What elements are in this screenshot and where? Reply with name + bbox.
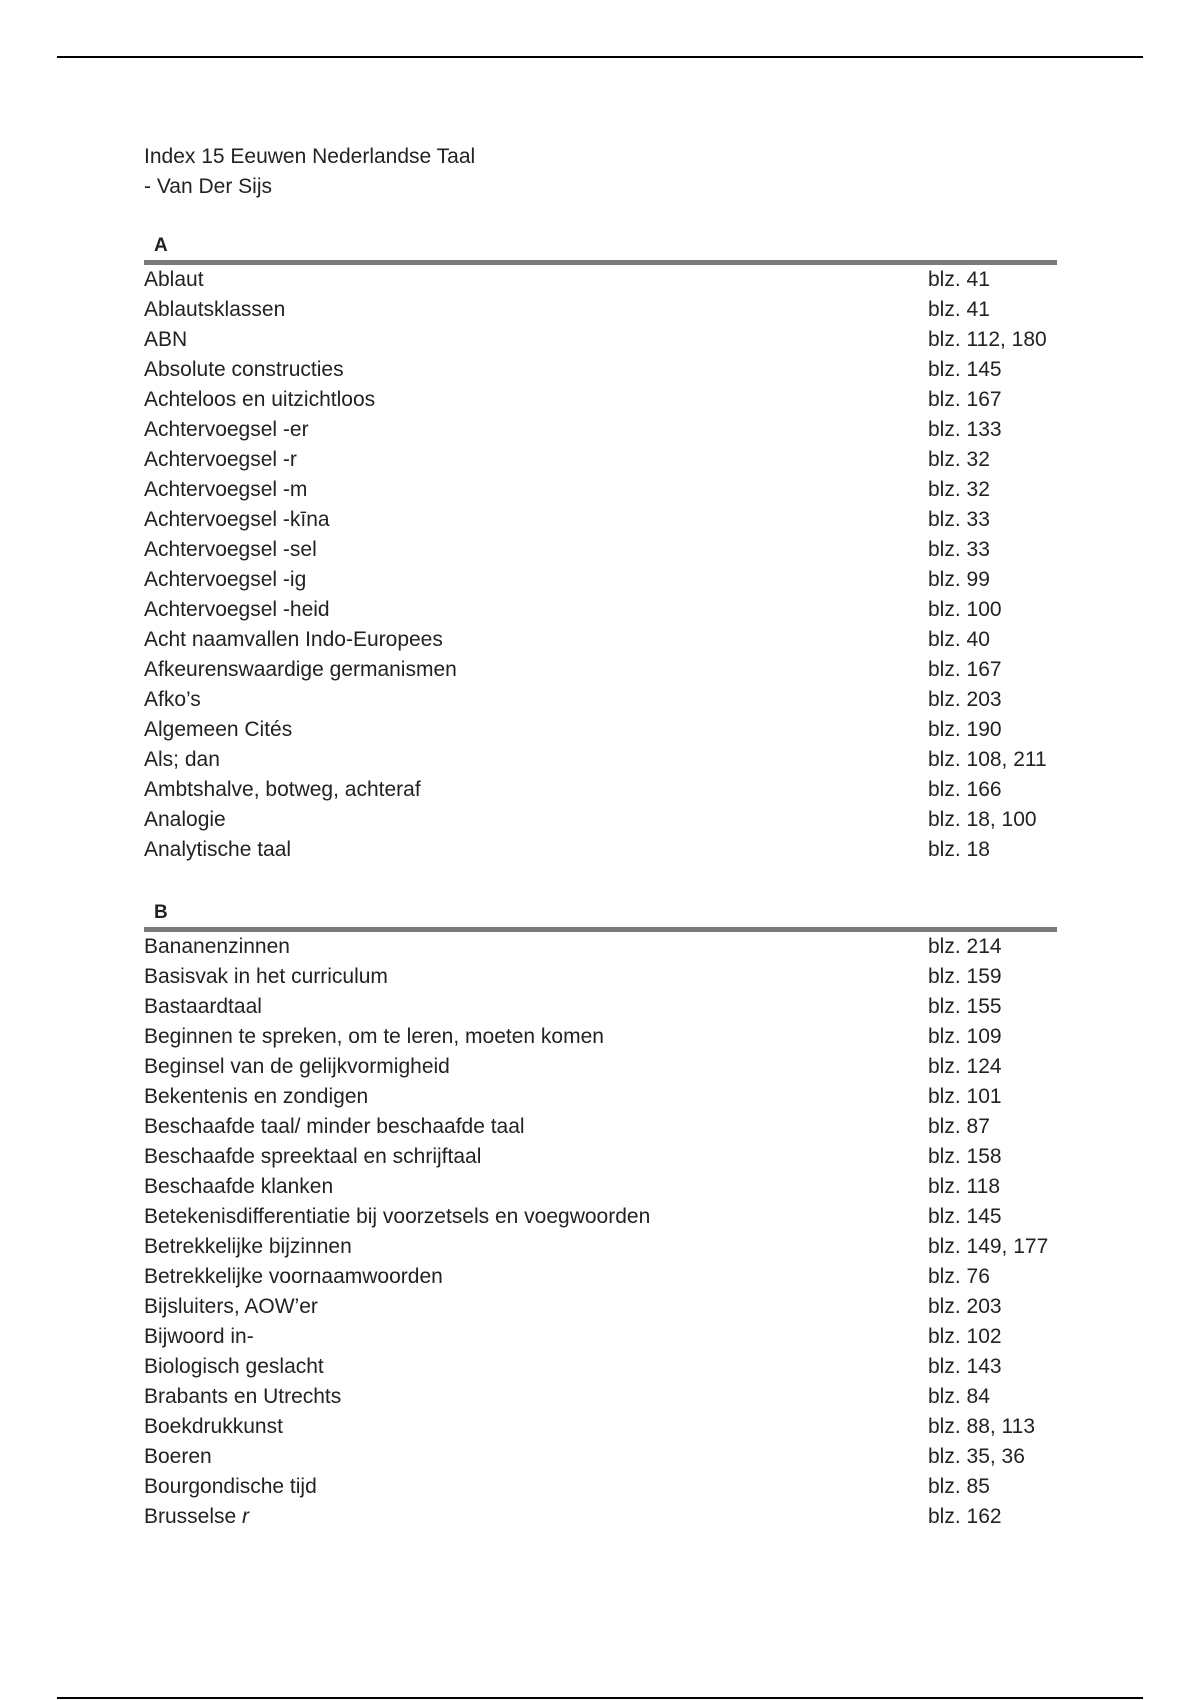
index-entry-term-text: Acht naamvallen Indo-Europees xyxy=(144,628,443,651)
index-entry xyxy=(144,715,1057,745)
index-entry-pages: blz. 203 xyxy=(928,688,1002,711)
index-entry-term-text: Bekentenis en zondigen xyxy=(144,1085,369,1108)
index-entry-term xyxy=(144,1322,928,1352)
index-entry-term xyxy=(144,265,928,295)
index-entry-pages: blz. 18 xyxy=(928,838,990,861)
index-entry-pages: blz. 100 xyxy=(928,598,1002,621)
index-entry-pages: blz. 108, 211 xyxy=(928,748,1047,771)
index-entry-term xyxy=(144,625,928,655)
index-entry xyxy=(144,415,1057,445)
index-entry-term xyxy=(144,992,928,1022)
index-entry-pages: blz. 84 xyxy=(928,1385,990,1408)
index-entry xyxy=(144,475,1057,505)
document-title-line1: Index 15 Eeuwen Nederlandse Taal xyxy=(144,145,476,168)
index-entry-term-text: Brusselse xyxy=(144,1505,237,1528)
index-entry xyxy=(144,625,1057,655)
index-entry xyxy=(144,565,1057,595)
index-entry-pages: blz. 143 xyxy=(928,1355,1002,1378)
index-entry-term-text: Absolute constructies xyxy=(144,358,344,381)
index-entry-term xyxy=(144,1142,928,1172)
index-entry-term-text: Basisvak in het curriculum xyxy=(144,965,388,988)
index-entry-term-text: Beschaafde taal/ minder beschaafde taal xyxy=(144,1115,525,1138)
index-entry xyxy=(144,535,1057,565)
index-entry-pages: blz. 87 xyxy=(928,1115,990,1138)
index-entry-pages: blz. 162 xyxy=(928,1505,1002,1528)
index-entry-term-text: Betrekkelijke bijzinnen xyxy=(144,1235,352,1258)
index-content xyxy=(144,142,1057,1532)
index-entry-pages: blz. 32 xyxy=(928,448,990,471)
index-entry-term xyxy=(144,1502,928,1532)
index-entry-pages: blz. 214 xyxy=(928,935,1002,958)
index-entry-term xyxy=(144,962,928,992)
index-entry xyxy=(144,685,1057,715)
index-entry xyxy=(144,745,1057,775)
index-entry xyxy=(144,1382,1057,1412)
index-entry-term xyxy=(144,535,928,565)
index-entry xyxy=(144,775,1057,805)
index-entry-term xyxy=(144,1022,928,1052)
index-entry-pages: blz. 124 xyxy=(928,1055,1002,1078)
index-entry-term-text: Ablautsklassen xyxy=(144,298,286,321)
index-entry-term xyxy=(144,715,928,745)
index-entry xyxy=(144,325,1057,355)
index-entry-term xyxy=(144,385,928,415)
index-entry-pages: blz. 18, 100 xyxy=(928,808,1037,831)
index-entry-pages: blz. 118 xyxy=(928,1175,1000,1198)
index-entry-term-text: Achtervoegsel -ig xyxy=(144,568,307,591)
index-entry-pages: blz. 158 xyxy=(928,1145,1002,1168)
index-entry-term-text: Als; dan xyxy=(144,748,220,771)
index-entry xyxy=(144,1142,1057,1172)
index-entry xyxy=(144,1262,1057,1292)
index-entry-term-text: Beschaafde spreektaal en schrijftaal xyxy=(144,1145,482,1168)
index-entry-term-text: Achtervoegsel -sel xyxy=(144,538,317,561)
index-entry-term-text: Achtervoegsel -er xyxy=(144,418,309,441)
index-entry-term xyxy=(144,1082,928,1112)
index-entry xyxy=(144,1052,1057,1082)
index-entry-term xyxy=(144,475,928,505)
index-entry-pages: blz. 149, 177 xyxy=(928,1235,1049,1258)
index-entry-term-text: Bourgondische tijd xyxy=(144,1475,317,1498)
index-entry-pages: blz. 32 xyxy=(928,478,990,501)
index-entry xyxy=(144,962,1057,992)
index-section-a xyxy=(144,232,1057,865)
index-entry-pages: blz. 41 xyxy=(928,268,990,291)
index-entry-pages: blz. 101 xyxy=(928,1085,1002,1108)
index-entry-term-text: Boeren xyxy=(144,1445,212,1468)
index-entry xyxy=(144,932,1057,962)
index-entry-term xyxy=(144,685,928,715)
index-entry-term-text: Betrekkelijke voornaamwoorden xyxy=(144,1265,443,1288)
index-entry xyxy=(144,385,1057,415)
index-entry xyxy=(144,445,1057,475)
index-entry-term-text: Bananenzinnen xyxy=(144,935,290,958)
index-entry-term-text: Analogie xyxy=(144,808,226,831)
index-entry xyxy=(144,1322,1057,1352)
index-entry-term xyxy=(144,1172,928,1202)
index-entry xyxy=(144,1292,1057,1322)
index-entry-term-text: Beginnen te spreken, om te leren, moeten komen xyxy=(144,1025,604,1048)
index-entry-term-text: Bastaardtaal xyxy=(144,995,262,1018)
index-entry-term xyxy=(144,1472,928,1502)
page-bottom-rule xyxy=(57,1697,1143,1699)
index-entry-pages: blz. 166 xyxy=(928,778,1002,801)
index-entry-term xyxy=(144,1112,928,1142)
index-entry-pages: blz. 203 xyxy=(928,1295,1002,1318)
index-entry-pages: blz. 155 xyxy=(928,995,1002,1018)
index-entry xyxy=(144,295,1057,325)
index-entry-pages: blz. 159 xyxy=(928,965,1002,988)
index-entry xyxy=(144,265,1057,295)
index-entry xyxy=(144,1022,1057,1052)
index-entry-term xyxy=(144,1382,928,1412)
index-entry-term-text: Afkeurenswaardige germanismen xyxy=(144,658,457,681)
index-entry-term-text: Algemeen Cités xyxy=(144,718,293,741)
index-entry-pages: blz. 40 xyxy=(928,628,990,651)
document-title xyxy=(144,142,1057,202)
index-entry-term-italic: r xyxy=(242,1505,250,1528)
index-entry-term xyxy=(144,1412,928,1442)
index-entry-term-text: Analytische taal xyxy=(144,838,292,861)
index-entry-term xyxy=(144,932,928,962)
index-entry-term-text: Achteloos en uitzichtloos xyxy=(144,388,376,411)
index-entry-term xyxy=(144,1202,928,1232)
index-entry-pages: blz. 190 xyxy=(928,718,1002,741)
index-entry-term-text: Bijwoord in- xyxy=(144,1325,254,1348)
index-entry-pages: blz. 88, 113 xyxy=(928,1415,1036,1438)
index-entry-pages: blz. 167 xyxy=(928,658,1002,681)
index-entry-term-text: Ambtshalve, botweg, achteraf xyxy=(144,778,421,801)
index-entry xyxy=(144,505,1057,535)
index-entry-term xyxy=(144,565,928,595)
index-entry-term-text: ABN xyxy=(144,328,188,351)
index-entry-pages: blz. 145 xyxy=(928,358,1002,381)
index-entry-term-text: Beschaafde klanken xyxy=(144,1175,334,1198)
index-entry-pages: blz. 112, 180 xyxy=(928,328,1047,351)
index-entry-term-text: Bijsluiters, AOW’er xyxy=(144,1295,318,1318)
index-entry xyxy=(144,805,1057,835)
index-entry-term xyxy=(144,295,928,325)
index-entry-pages: blz. 76 xyxy=(928,1265,990,1288)
index-section-b xyxy=(144,899,1057,1532)
index-entry-term xyxy=(144,355,928,385)
index-entry xyxy=(144,355,1057,385)
index-entry-pages: blz. 133 xyxy=(928,418,1002,441)
index-entry-term xyxy=(144,775,928,805)
index-entry-term-text: Afko’s xyxy=(144,688,201,711)
index-entry xyxy=(144,1502,1057,1532)
index-entry-term-text: Achtervoegsel -kīna xyxy=(144,508,330,531)
index-entry-term xyxy=(144,505,928,535)
index-entry-pages: blz. 102 xyxy=(928,1325,1002,1348)
page-top-rule xyxy=(57,56,1143,58)
index-entry-pages: blz. 145 xyxy=(928,1205,1002,1228)
index-entry-term xyxy=(144,415,928,445)
index-entry-term xyxy=(144,1352,928,1382)
index-entry-pages: blz. 35, 36 xyxy=(928,1445,1025,1468)
index-entry-pages: blz. 33 xyxy=(928,508,990,531)
index-entry-term xyxy=(144,1052,928,1082)
index-entry xyxy=(144,595,1057,625)
index-entry xyxy=(144,1352,1057,1382)
index-entry-term xyxy=(144,1292,928,1322)
index-entry-term-text: Achtervoegsel -m xyxy=(144,478,308,501)
index-entry xyxy=(144,655,1057,685)
index-entry-term xyxy=(144,835,928,865)
section-letter-heading: A xyxy=(144,232,1057,265)
index-entry xyxy=(144,835,1057,865)
index-entry-term-text: Betekenisdifferentiatie bij voorzetsels en voegwoorden xyxy=(144,1205,651,1228)
document-title-line2: - Van Der Sijs xyxy=(144,175,272,198)
index-entry-term xyxy=(144,1232,928,1262)
index-entry xyxy=(144,1082,1057,1112)
index-entry-pages: blz. 85 xyxy=(928,1475,990,1498)
index-entry-term xyxy=(144,655,928,685)
index-entry xyxy=(144,1202,1057,1232)
index-entry-term xyxy=(144,805,928,835)
index-entry-list xyxy=(144,932,1057,1532)
index-entry-term-text: Beginsel van de gelijkvormigheid xyxy=(144,1055,450,1078)
section-letter-heading: B xyxy=(144,899,1057,932)
index-entry-term-text: Achtervoegsel -heid xyxy=(144,598,330,621)
index-entry-pages: blz. 109 xyxy=(928,1025,1002,1048)
index-entry-term-text: Achtervoegsel -r xyxy=(144,448,297,471)
index-entry-pages: blz. 167 xyxy=(928,388,1002,411)
index-entry-term-text: Biologisch geslacht xyxy=(144,1355,324,1378)
index-entry xyxy=(144,1412,1057,1442)
index-entry-list xyxy=(144,265,1057,865)
index-entry xyxy=(144,1442,1057,1472)
index-entry xyxy=(144,1172,1057,1202)
index-entry-term xyxy=(144,745,928,775)
index-entry-pages: blz. 99 xyxy=(928,568,990,591)
index-entry-term-text: Brabants en Utrechts xyxy=(144,1385,342,1408)
index-entry-pages: blz. 41 xyxy=(928,298,990,321)
index-entry-term xyxy=(144,325,928,355)
index-entry-term xyxy=(144,595,928,625)
index-entry-term xyxy=(144,445,928,475)
index-entry-term-text: Boekdrukkunst xyxy=(144,1415,283,1438)
index-entry-term xyxy=(144,1262,928,1292)
index-entry xyxy=(144,1112,1057,1142)
index-entry xyxy=(144,1472,1057,1502)
index-entry-term xyxy=(144,1442,928,1472)
index-entry-pages: blz. 33 xyxy=(928,538,990,561)
index-entry xyxy=(144,1232,1057,1262)
index-sections xyxy=(144,232,1057,1532)
index-entry-term-text: Ablaut xyxy=(144,268,204,291)
index-entry xyxy=(144,992,1057,1022)
